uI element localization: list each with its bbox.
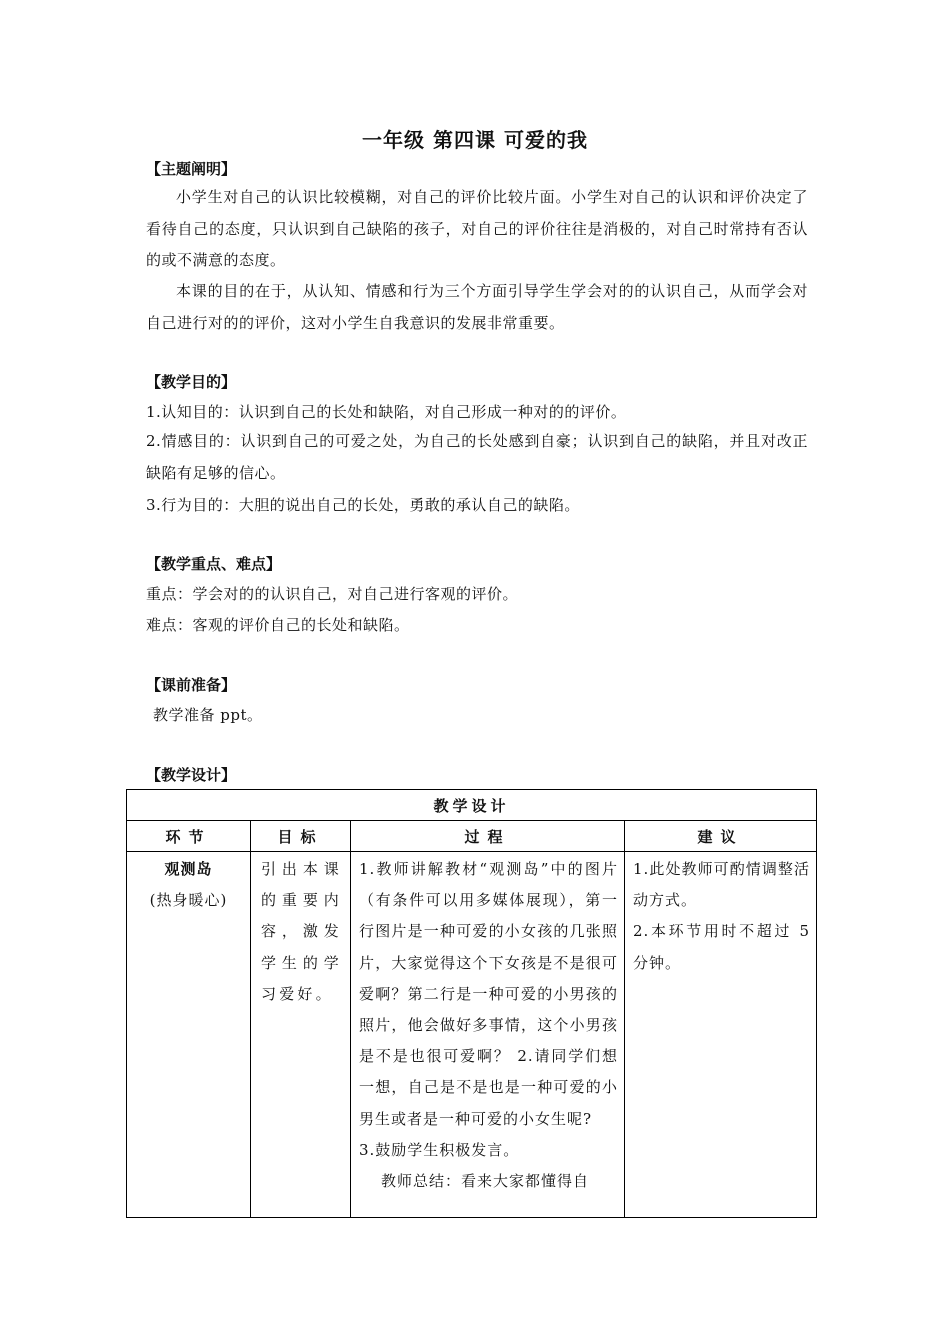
page-title: 一年级 第四课 可爱的我 [362,128,588,152]
table-caption: 教学设计 [127,790,817,821]
design-heading: 【教学设计】 [146,766,237,784]
lesson-design-table [126,789,817,1218]
goal-item-2: 2.情感目的：认识到自己的可爱之处，为自己的长处感到自豪；认识到自己的缺陷，并且对改正缺陷有足够的信心。 [146,432,808,482]
keypoints-heading: 【教学重点、难点】 [146,555,282,573]
header-stage: 环节 [127,821,251,852]
header-goal: 目标 [251,821,351,852]
advice-text-1: 1.此处教师可酌情调整活动方式。 [633,860,811,910]
table-header-row [127,821,817,852]
theme-heading: 【主题阐明】 [146,160,237,178]
goal-item-3: 3.行为目的：大胆的说出自己的长处，勇敢的承认自己的缺陷。 [146,496,580,514]
process-text-1: 1.教师讲解教材“观测岛”中的图片（有条件可以用多媒体展现），第一行图片是一种可爱的小女孩的几张照片，大家觉得这个下女孩是不是很可爱啊？第二行是一种可爱的小男孩的照片，他会做好多事情，这个小男孩是不是也很可爱啊？ 2.请同学们想一想，自己是不是也是一种可爱的小男生或者是一种可爱的小女生呢? [359,860,618,1128]
prep-text: 教学准备 ppt。 [153,706,263,724]
process-cell [351,852,625,1218]
table-row [127,852,817,1218]
advice-cell [625,852,817,1218]
process-text-3: 教师总结：看来大家都懂得自 [381,1172,590,1191]
goal-item-1: 1.认知目的：认识到自己的长处和缺陷，对自己形成一种对的的评价。 [146,403,627,421]
stage-subtitle: (热身暖心) [149,891,228,910]
process-text-2: 3.鼓励学生积极发言。 [359,1140,520,1159]
prep-heading: 【课前准备】 [146,676,237,694]
stage-name: 观测岛 [164,860,213,878]
stage-cell [127,852,251,1218]
difficult-point: 难点：客观的评价自己的长处和缺陷。 [146,616,410,634]
key-point: 重点：学会对的的认识自己，对自己进行客观的评价。 [146,585,519,603]
header-advice: 建议 [625,821,817,852]
goal-cell: 引出本课的重要内容，激发学生的学习爱好。 [251,852,351,1218]
header-process: 过程 [351,821,625,852]
theme-paragraph-2: 本课的目的在于，从认知、情感和行为三个方面引导学生学会对的的认识自己，从而学会对自己进行对的的评价，这对小学生自我意识的发展非常重要。 [146,282,808,332]
advice-text-2: 2.本环节用时不超过 5 分钟。 [633,922,811,972]
theme-paragraph-1: 小学生对自己的认识比较模糊，对自己的评价比较片面。小学生对自己的认识和评价决定了看待自己的态度，只认识到自己缺陷的孩子，对自己的评价往往是消极的，对自己时常持有否认的或不满意的态度。 [146,188,808,269]
goals-heading: 【教学目的】 [146,373,237,391]
